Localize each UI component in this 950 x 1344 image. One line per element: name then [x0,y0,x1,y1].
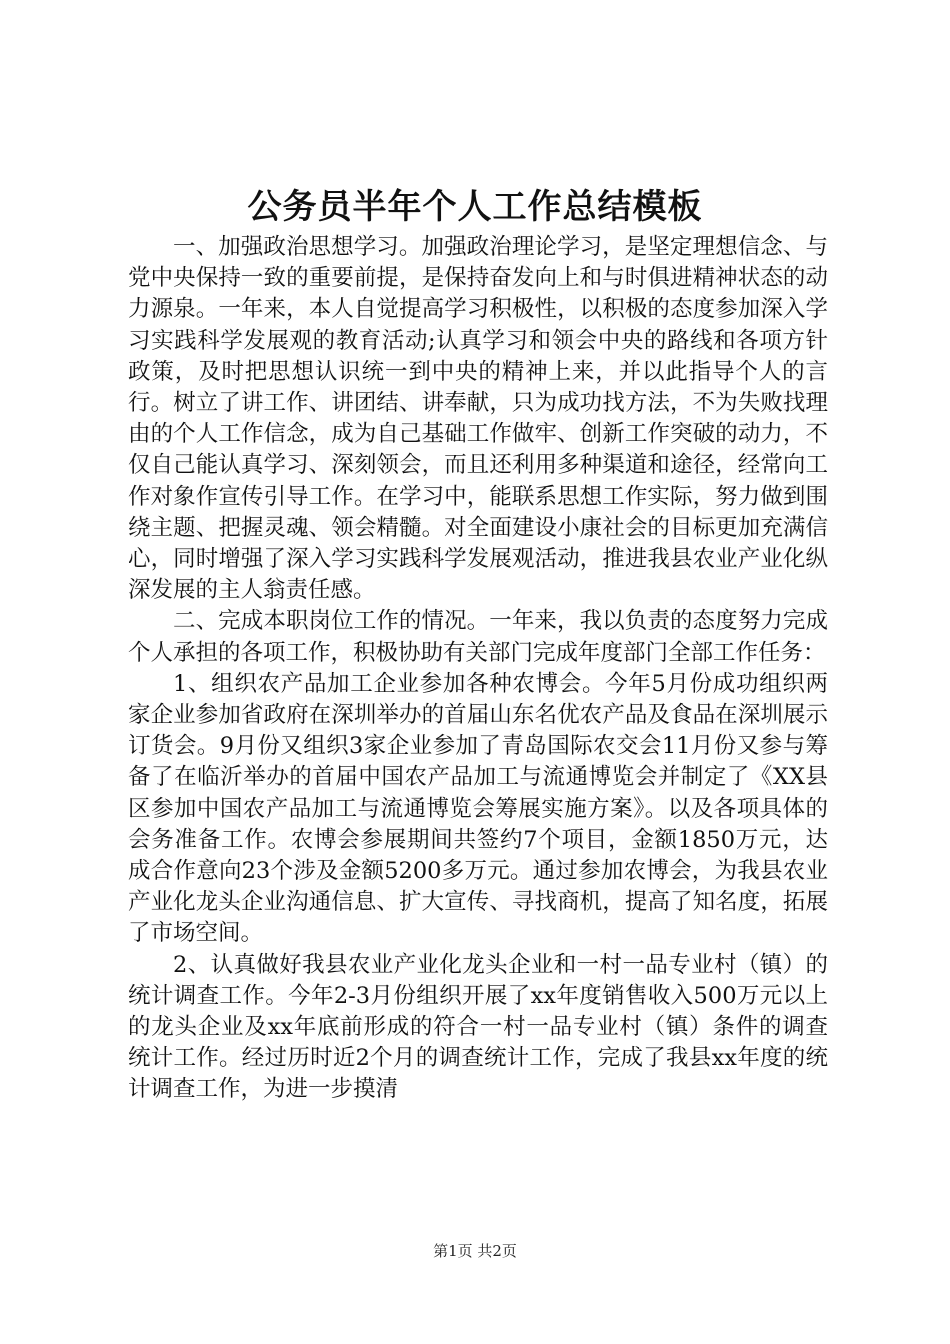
document-title: 公务员半年个人工作总结模板 [247,187,703,227]
paragraph-1: 一、加强政治思想学习。加强政治理论学习，是坚定理想信念、与党中央保持一致的重要前提，是保持奋发向上和与时俱进精神状态的动力源泉。一年来，本人自觉提高学习积极性，以积极的态度参加深入学习实践科学发展观的教育活动;认真学习和领会中央的路线和各项方针政策，及时把思想认识统一到中央的精神上来，并以此指导个人的言行。树立了讲工作、讲团结、讲奉献，只为成功找方法，不为失败找理由的个人工作信念，成为自己基础工作做牢、创新工作突破的动力，不仅自己能认真学习、深刻领会，而且还利用多种渠道和途径，经常向工作对象作宣传引导工作。在学习中，能联系思想工作实际，努力做到围绕主题、把握灵魂、领会精髓。对全面建设小康社会的目标更加充满信心，同时增强了深入学习实践科学发展观活动，推进我县农业产业化纵深发展的主人翁责任感。 [128,234,828,604]
document-body [128,232,828,1106]
paragraph-2: 二、完成本职岗位工作的情况。一年来，我以负责的态度努力完成个人承担的各项工作，积极协助有关部门完成年度部门全部工作任务： [128,608,828,666]
paragraph-4: 2、认真做好我县农业产业化龙头企业和一村一品专业村（镇）的统计调查工作。今年2-3月份组织开展了xx年度销售收入500万元以上的龙头企业及xx年底前形成的符合一村一品专业村（镇）条件的调查统计工作。经过历时近2个月的调查统计工作，完成了我县xx年度的统计调查工作，为进一步摸清 [128,951,828,1103]
page-footer: 第1页 共2页 [433,1242,517,1260]
paragraph-3: 1、组织农产品加工企业参加各种农博会。今年5月份成功组织两家企业参加省政府在深圳举办的首届山东名优农产品及食品在深圳展示订货会。9月份又组织3家企业参加了青岛国际农交会11月份又参与筹备了在临沂举办的首届中国农产品加工与流通博览会并制定了《XX县区参加中国农产品加工与流通博览会筹展实施方案》。以及各项具体的会务准备工作。农博会参展期间共签约7个项目，金额1850万元，达成合作意向23个涉及金额5200多万元。通过参加农博会，为我县农业产业化龙头企业沟通信息、扩大宣传、寻找商机，提高了知名度，拓展了市场空间。 [128,670,828,947]
